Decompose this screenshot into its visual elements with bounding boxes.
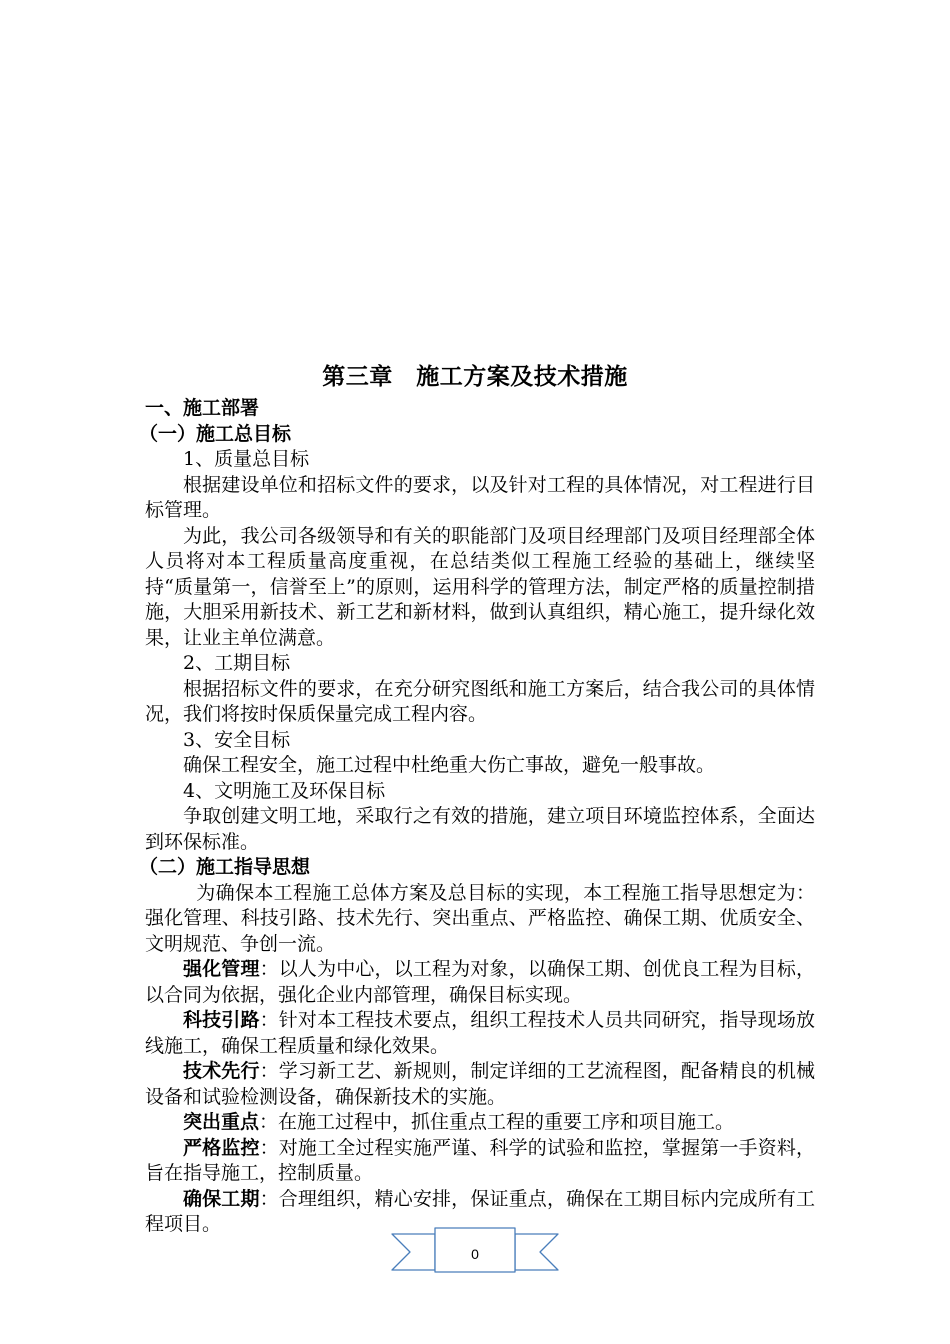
- guide-point-term: 强化管理: [183, 958, 260, 980]
- guide-point-text: ：针对本工程技术要点，组织工程技术人员共同研究，指导现场放线施工，确保工程质量和绿化效果。: [145, 1009, 815, 1057]
- subsection-heading: （二）施工指导思想: [139, 856, 311, 878]
- page-footer: [390, 1226, 560, 1278]
- guide-point-term: 严格监控: [183, 1136, 260, 1159]
- guide-point-text: ：合理组织，精心安排，保证重点，确保在工期目标内完成所有工程项目。: [145, 1187, 815, 1235]
- paragraph: 为此，我公司各级领导和有关的职能部门及项目经理部门及项目经理部全体人员将对本工程质量高度重视，在总结类似工程施工经验的基础上，继续坚持“质量第一，信誉至上”的原则，运用科学的管理方法，制定严格的质量控制措施，大胆采用新技术、新工艺和新材料，做到认真组织，精心施工，提升绿化效果，让业主单位满意。: [145, 524, 815, 649]
- guide-point-text: ：以人为中心，以工程为对象，以确保工期、创优良工程为目标，以合同为依据，强化企业内部管理，确保目标实现。: [145, 958, 815, 1006]
- item-heading: 1、质量总目标: [183, 448, 310, 470]
- page-number: 0: [471, 1246, 479, 1262]
- subsection-heading: （一）施工总目标: [139, 422, 292, 445]
- section-heading: 一、施工部署: [145, 397, 260, 419]
- guide-point: [145, 1136, 815, 1187]
- guide-point-term: 确保工期: [183, 1187, 260, 1210]
- guide-point: [145, 957, 815, 1008]
- item-heading: 3、安全目标: [183, 728, 291, 751]
- guide-point-term: 科技引路: [183, 1009, 260, 1031]
- guide-point-term: 技术先行: [183, 1060, 260, 1082]
- paragraph: 为确保本工程施工总体方案及总目标的实现，本工程施工指导思想定为：强化管理、科技引路、技术先行、突出重点、严格监控、确保工期、优质安全、文明规范、争创一流。: [145, 881, 815, 955]
- item-heading: 4、文明施工及环保目标: [183, 779, 386, 802]
- item-heading: 2、工期目标: [183, 652, 291, 674]
- guide-point: [145, 1008, 815, 1059]
- paragraph: 根据招标文件的要求，在充分研究图纸和施工方案后，结合我公司的具体情况，我们将按时保质保量完成工程内容。: [145, 677, 815, 725]
- guide-point: [145, 1110, 815, 1136]
- paragraph: 确保工程安全，施工过程中杜绝重大伤亡事故，避免一般事故。: [183, 754, 716, 776]
- document-body: [139, 396, 815, 1238]
- guide-point-text: ：学习新工艺、新规则，制定详细的工艺流程图，配备精良的机械设备和试验检测设备，确保新技术的实施。: [145, 1060, 815, 1108]
- guide-point-term: 突出重点: [183, 1111, 260, 1133]
- guide-point: [145, 1059, 815, 1110]
- chapter-title: 第三章 施工方案及技术措施: [322, 363, 628, 390]
- paragraph: 争取创建文明工地，采取行之有效的措施，建立项目环境监控体系，全面达到环保标准。: [145, 805, 815, 853]
- paragraph: 根据建设单位和招标文件的要求，以及针对工程的具体情况，对工程进行目标管理。: [145, 473, 815, 521]
- guide-point-text: ：在施工过程中，抓住重点工程的重要工序和项目施工。: [259, 1111, 735, 1133]
- guide-point-text: ：对施工全过程实施严谨、科学的试验和监控，掌握第一手资料，旨在指导施工，控制质量。: [145, 1136, 815, 1184]
